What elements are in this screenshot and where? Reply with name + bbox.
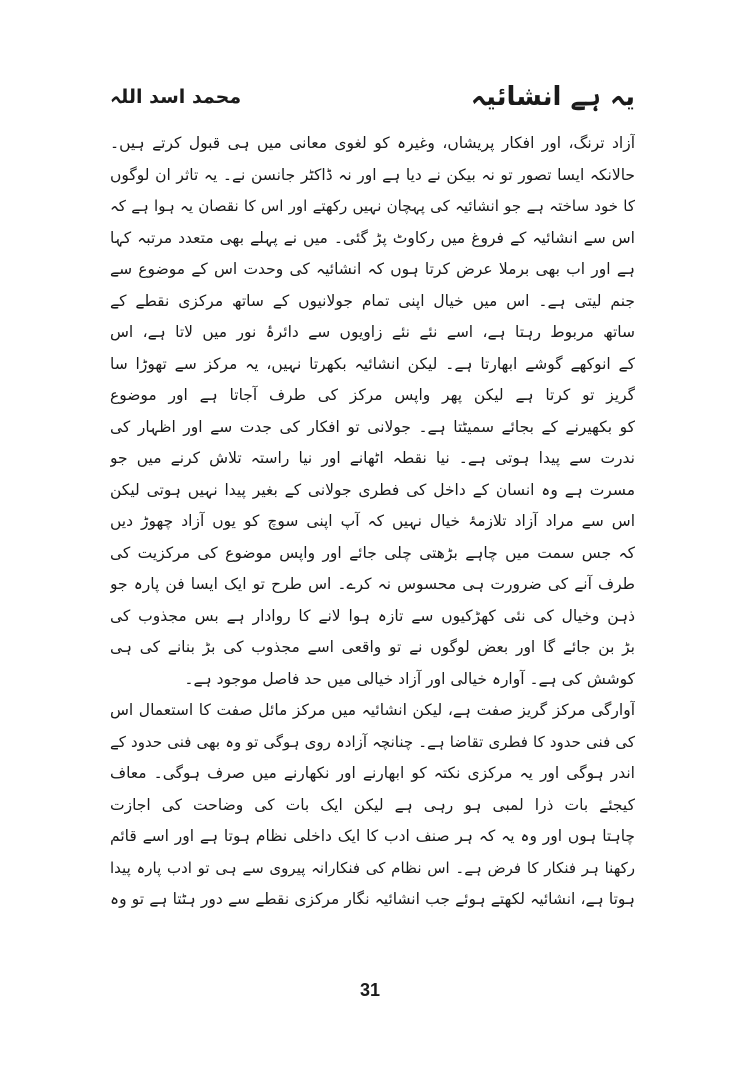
text-line: ساتھ مربوط رہتا ہے، اسے نئے نئے زاویوں سے دائرۂ نور میں لاتا ہے، اس [110,323,635,341]
text-line: کا خود ساختہ ہے جو انشائیہ کی پہچان نہیں رکھتے اور اس کا نقصان یہ ہوا ہے کہ [110,197,635,215]
text-line: بڑ بن جائے گا اور بعض لوگوں نے تو واقعی اسے مجذوب کی بڑ بنانے کی ہی [110,638,635,656]
text-line: مسرت ہے وہ انسان کے داخل کی فطری جولانی کے بغیر پیدا نہیں ہوتی لیکن [110,480,635,499]
text-line: ذہن وخیال کی نئی کھڑکیوں سے تازہ ہوا لانے کا روادار ہے بس مجذوب کی [110,606,635,625]
text-line: اس سے مراد آزاد تلازمۂ خیال نہیں کہ آپ اپنی سوچ کو یوں آزاد چھوڑ دیں [110,512,635,530]
text-line: آزاد ترنگ، اور افکار پریشاں، وغیرہ کو لغوی معانی میں ہی قبول کرتے ہیں۔ [110,134,635,152]
text-line: گریز تو کرتا ہے لیکن پھر واپس مرکز کی طرف آجاتا ہے اور موضوع [110,386,635,404]
text-line: کہ جس سمت میں چاہے بڑھتی چلی جائے اور واپس موضوع کی مرکزیت کی [110,543,635,562]
body-text [110,128,635,916]
text-line: کوشش کی ہے۔ آوارہ خیالی اور آزاد خیالی میں حد فاصل موجود ہے۔ [184,669,635,688]
text-line: کے انوکھے گوشے ابھارتا ہے۔ لیکن انشائیہ بکھرتا نہیں، یہ مرکز سے تھوڑا سا [110,354,635,373]
text-line: کو بکھیرنے کے بجائے سمیٹتا ہے۔ جولانی تو افکار کی جدت سے اور اظہار کی [110,417,635,436]
text-line: ندرت سے پیدا ہوتی ہے۔ نیا نقطہ اٹھانے اور نیا راستہ تلاش کرنے میں جو [110,449,635,467]
text-line: رکھنا ہر فنکار کا فرض ہے۔ اس نظام کی فنکارانہ پیروی سے ہی تو ادب پارہ پیدا [110,858,635,877]
text-line: طرف آنے کی ضرورت ہی محسوس نہ کرے۔ اس طرح تو ایک ایسا فن پارہ جو [110,575,635,593]
chapter-title: یہ ہے انشائیہ [470,82,635,112]
text-line: اس سے انشائیہ کے فروغ میں رکاوٹ پڑ گئی۔ میں نے پہلے بھی متعدد مرتبہ کہا [110,228,635,247]
page-header [110,80,635,114]
text-line: کی فنی حدود کا فطری تقاضا ہے۔ چنانچہ آزادہ روی ہوگی تو وہ بھی فنی حدود کے [110,732,635,751]
text-line: آوارگی مرکز گریز صفت ہے، لیکن انشائیہ میں مرکز مائل صفت کا استعمال اس [110,701,635,719]
page-number: 31 [359,980,381,1000]
text-line: ہے اور اب بھی برملا عرض کرتا ہوں کہ انشائیہ کی وحدت اس کے موضوع سے [110,260,635,278]
text-line: ہوتا ہے، انشائیہ لکھتے ہوئے جب انشائیہ نگار مرکزی نقطے سے دور ہٹتا ہے تو وہ [110,890,635,908]
text-line: جنم لیتی ہے۔ اس میں خیال اپنی تمام جولانیوں کے ساتھ مرکزی نقطے کے [110,291,635,310]
text-line: کیجئے بات ذرا لمبی ہو رہی ہے لیکن ایک بات کی وضاحت کی اجازت [110,795,635,814]
text-line: اندر ہوگی اور یہ مرکزی نکتہ کو ابھارنے اور نکھارنے میں صرف ہوگی۔ معاف [110,764,635,782]
author-name: محمد اسد اللہ [110,86,242,108]
text-line: چاہتا ہوں اور وہ یہ کہ ہر صنف ادب کا ایک داخلی نظام ہوتا ہے اور اسے قائم [110,827,635,845]
text-line: حالانکہ ایسا تصور تو نہ بیکن نے دیا ہے اور نہ ڈاکٹر جانسن نے۔ یہ تاثر ان لوگوں [110,165,635,184]
